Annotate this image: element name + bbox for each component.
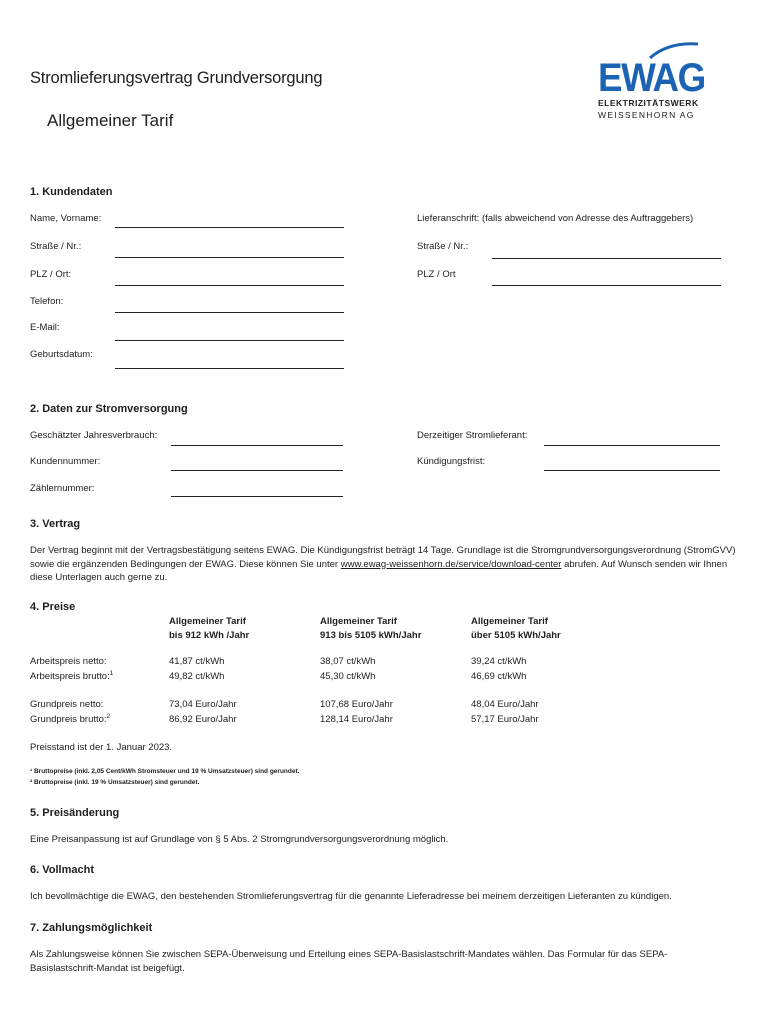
logo-line-1: ELEKTRIZITÄTSWERK — [598, 98, 699, 108]
download-center-link[interactable]: www.ewag-weissenhorn.de/service/download-center — [340, 558, 562, 570]
current-supplier-label: Derzeitiger Stromlieferant: — [417, 430, 528, 441]
footnote-1: ¹ Bruttopreise (inkl. 2,05 Cent/kWh Stromsteuer und 19 % Umsatzsteuer) sind gerundet. — [30, 768, 300, 775]
payment-text: Als Zahlungsweise können Sie zwischen SEPA-Überweisung und Erteilung eines SEPA-Basislastschrift-Mandates wählen. Das Formular für das SEPA-Basislastschrift-Mandat ist beigefügt. — [30, 949, 668, 974]
email-field[interactable] — [115, 340, 344, 341]
consumption-field[interactable] — [171, 445, 343, 446]
phone-field[interactable] — [115, 312, 344, 313]
base-price-gross-text: Grundpreis brutto: — [30, 714, 107, 725]
section-7-heading: 7. Zahlungsmöglichkeit — [30, 922, 153, 934]
work-price-gross-label — [30, 671, 113, 682]
name-label: Name, Vorname: — [30, 213, 102, 224]
current-supplier-field[interactable] — [544, 445, 720, 446]
meter-number-label: Zählernummer: — [30, 483, 95, 494]
tariff-2-base-gross: 128,14 Euro/Jahr — [320, 714, 393, 725]
base-price-net-label: Grundpreis netto: — [30, 699, 104, 710]
logo-wordmark: EWAG — [598, 56, 705, 100]
footnote-1-mark: 1 — [109, 669, 114, 677]
tariff-1-base-net: 73,04 Euro/Jahr — [169, 699, 237, 710]
tariff-2-range: 913 bis 5105 kWh/Jahr — [320, 630, 422, 641]
tariff-1-base-gross: 86,92 Euro/Jahr — [169, 714, 237, 725]
tariff-1-work-net: 41,87 ct/kWh — [169, 656, 225, 667]
plz-field[interactable] — [115, 285, 344, 286]
section-2-heading: 2. Daten zur Stromversorgung — [30, 403, 188, 415]
tariff-1-range: bis 912 kWh /Jahr — [169, 630, 250, 641]
section-4-heading: 4. Preise — [30, 601, 76, 613]
consumption-label: Geschätzter Jahresverbrauch: — [30, 430, 158, 441]
meter-number-field[interactable] — [171, 496, 343, 497]
notice-period-field[interactable] — [544, 470, 720, 471]
street-label: Straße / Nr.: — [30, 241, 82, 252]
birthdate-field[interactable] — [115, 368, 344, 369]
price-change-text: Eine Preisanpassung ist auf Grundlage von § 5 Abs. 2 Stromgrundversorgungsverordnung möglich. — [30, 834, 449, 845]
footnote-2-mark: 2 — [106, 712, 111, 720]
contract-text-part-2: abrufen. Auf Wunsch senden wir Ihnen diese Unterlagen auch gerne zu. — [30, 558, 728, 583]
section-3-heading: 3. Vertrag — [30, 518, 81, 530]
tariff-1-title: Allgemeiner Tarif — [169, 616, 246, 627]
section-6-heading: 6. Vollmacht — [30, 864, 94, 876]
delivery-plz-field[interactable] — [492, 285, 721, 286]
phone-label: Telefon: — [30, 296, 64, 307]
document-subtitle: Allgemeiner Tarif — [47, 111, 174, 130]
tariff-2-title: Allgemeiner Tarif — [320, 616, 397, 627]
tariff-1-work-gross: 49,82 ct/kWh — [169, 671, 225, 682]
section-1-heading: 1. Kundendaten — [30, 186, 113, 198]
tariff-3-title: Allgemeiner Tarif — [471, 616, 548, 627]
section-5-heading: 5. Preisänderung — [30, 807, 120, 819]
work-price-net-label: Arbeitspreis netto: — [30, 656, 107, 667]
work-price-gross-text: Arbeitspreis brutto: — [30, 671, 110, 682]
tariff-3-base-gross: 57,17 Euro/Jahr — [471, 714, 539, 725]
footnote-2: ² Bruttopreise (inkl. 19 % Umsatzsteuer) sind gerundet. — [30, 779, 200, 786]
email-label: E-Mail: — [30, 322, 60, 333]
delivery-plz-label: PLZ / Ort — [417, 269, 456, 280]
authorization-text: Ich bevollmächtige die EWAG, den bestehenden Stromlieferungsvertrag für die genannte Lieferadresse bei meinem derzeitigen Lieferanten zu kündigen. — [30, 891, 672, 902]
logo-line-2: WEISSENHORN AG — [598, 110, 695, 120]
tariff-3-work-gross: 46,69 ct/kWh — [471, 671, 527, 682]
delivery-street-field[interactable] — [492, 258, 721, 259]
notice-period-label: Kündigungsfrist: — [417, 456, 486, 467]
contract-text — [30, 544, 752, 585]
customer-number-field[interactable] — [171, 470, 343, 471]
name-field[interactable] — [115, 227, 344, 228]
delivery-street-label: Straße / Nr.: — [417, 241, 469, 252]
customer-number-label: Kundennummer: — [30, 456, 101, 467]
tariff-3-base-net: 48,04 Euro/Jahr — [471, 699, 539, 710]
plz-label: PLZ / Ort: — [30, 269, 72, 280]
birthdate-label: Geburtsdatum: — [30, 349, 93, 360]
tariff-3-range: über 5105 kWh/Jahr — [471, 630, 561, 641]
tariff-2-base-net: 107,68 Euro/Jahr — [320, 699, 393, 710]
tariff-2-work-gross: 45,30 ct/kWh — [320, 671, 376, 682]
contract-text-part-1: Der Vertrag beginnt mit der Vertragsbestätigung seitens EWAG. Die Kündigungsfrist beträgt 14 Tage. Grundlage ist die Stromgrundversorgungsverordnung (StromGVV) sowie die ergänzenden Bedingungen der EWAG. Diese können Sie unter — [30, 545, 736, 570]
tariff-2-work-net: 38,07 ct/kWh — [320, 656, 376, 667]
document-title: Stromlieferungsvertrag Grundversorgung — [30, 69, 323, 87]
street-field[interactable] — [115, 257, 344, 258]
price-date: Preisstand ist der 1. Januar 2023. — [30, 742, 173, 753]
delivery-address-label: Lieferanschrift: (falls abweichend von Adresse des Auftraggebers) — [417, 213, 694, 224]
tariff-3-work-net: 39,24 ct/kWh — [471, 656, 527, 667]
base-price-gross-label — [30, 714, 110, 725]
